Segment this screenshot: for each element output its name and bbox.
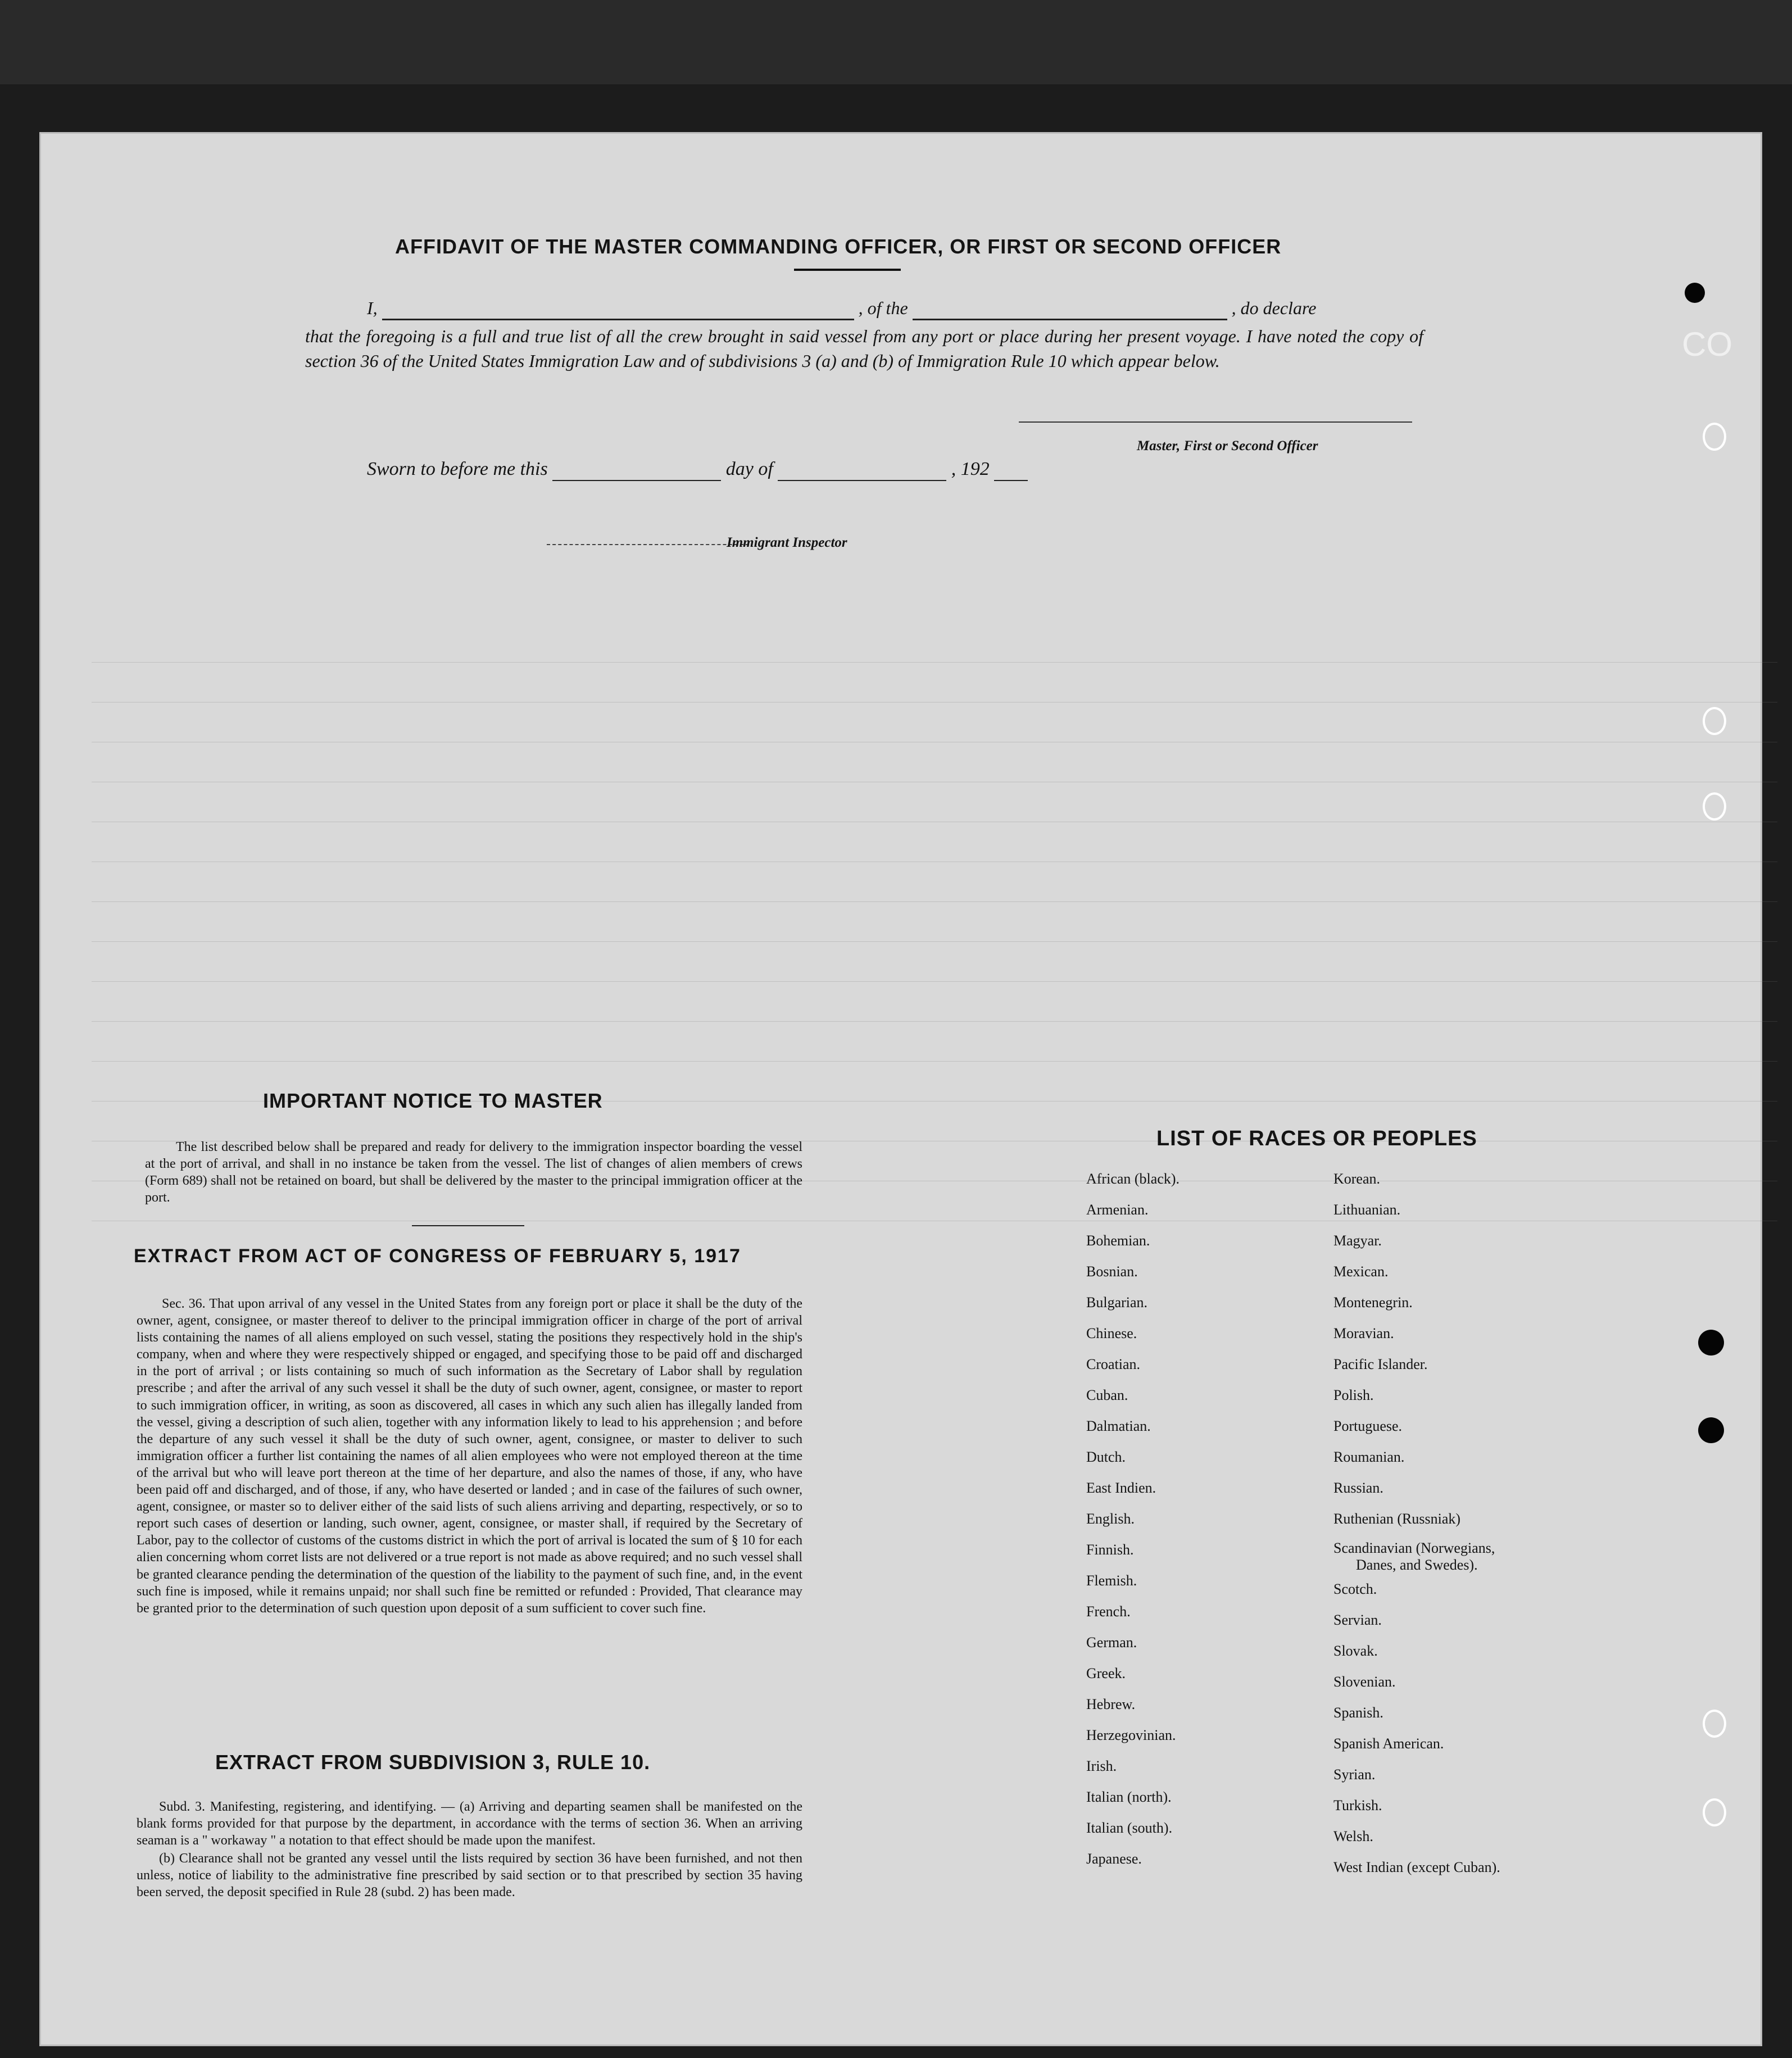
race-item: Italian (north). <box>1086 1789 1172 1805</box>
race-item: Welsh. <box>1333 1828 1373 1844</box>
race-item: Bulgarian. <box>1086 1294 1148 1311</box>
signature-caption: Master, First or Second Officer <box>1137 438 1318 454</box>
race-item: East Indien. <box>1086 1480 1156 1496</box>
race-item: Flemish. <box>1086 1572 1137 1589</box>
race-item: Korean. <box>1333 1171 1381 1187</box>
race-item: Scandinavian (Norwegians, <box>1333 1540 1495 1556</box>
name-blank <box>382 298 854 320</box>
race-item: Italian (south). <box>1086 1820 1173 1836</box>
vessel-blank <box>913 298 1227 320</box>
race-item: Servian. <box>1333 1612 1382 1628</box>
race-item: Dutch. <box>1086 1449 1126 1465</box>
sworn-label: Sworn to before me this <box>367 459 548 479</box>
race-item: Cuban. <box>1086 1387 1128 1403</box>
declaration-line <box>367 298 1435 320</box>
sworn-month-blank <box>778 459 946 481</box>
ink-blot <box>1685 283 1705 303</box>
day-of-label: day of <box>725 459 773 479</box>
race-item: Finnish. <box>1086 1542 1134 1558</box>
punch-hole <box>1703 423 1726 451</box>
scanner-top-strip <box>0 0 1792 84</box>
race-item: Irish. <box>1086 1758 1117 1774</box>
punch-hole <box>1703 707 1726 735</box>
punch-hole <box>1703 1798 1726 1826</box>
race-item: Bosnian. <box>1086 1263 1138 1280</box>
race-item: Magyar. <box>1333 1232 1382 1249</box>
document-sheet <box>39 132 1762 2046</box>
race-item: Scotch. <box>1333 1581 1377 1597</box>
race-item: Turkish. <box>1333 1797 1382 1814</box>
sworn-line <box>367 459 1154 481</box>
year-blank <box>994 459 1028 481</box>
punch-hole-dark <box>1698 1417 1724 1443</box>
notice-text: The list described below shall be prepared and ready for delivery to the immigration inspector boarding the vessel at the port of arrival, and shall in no instance be taken from the vessel. The list of changes of alien members of crews (Form 689) shall not be retained on board, but shall be delivered by the master to the principal immigration officer at the port. <box>145 1140 802 1205</box>
race-item: African (black). <box>1086 1171 1180 1187</box>
race-item: Japanese. <box>1086 1851 1142 1867</box>
act-extract-text: Sec. 36. That upon arrival of any vessel in the United States from any foreign port or place it shall be the duty of the owner, agent, consignee, or master thereof to deliver to the principal immigration officer in charge of the port of arrival lists containing the names of all aliens employed on such vessel, stating the positions they respectively hold in the ship's company, when and where they were respectively shipped or engaged, and specifying those to be paid off and discharged in the port of arrival ; or lists containing so much of such information as the Secretary of Labor shall by regulation prescribe ; and after the arrival of any such vessel it shall be the duty of such owner, agent, consignee, or master to report to such immigration officer, in writing, as soon as discovered, all cases in which any such alien has illegally landed from the vessel, giving a description of such alien, together with any information likely to lead to his apprehension ; and before the departure of any such vessel it shall be the duty of such owner, agent, consignee, or master to deliver to such immigration officer a further list containing the names of all alien employees who were not employed thereon at the time of the arrival but who will leave port thereon at the time of her departure, and also the names of those, if any, who have been paid off and discharged, and of those, if any, who have deserted or landed ; and in case of the failures of such owner, agent, consignee, or master so to deliver either of the said lists of such aliens arriving and departing, respectively, or so to report such cases of desertion or landing, such owner, agent, consignee, or master shall, if required by the Secretary of Labor, pay to the collector of customs of the customs district in which the port of arrival is located the sum of § 10 for each alien concerning whom corret lists are not delivered or a true report is not made as above required; and no such vessel shall be granted clearance pending the determination of the question of the liability to the payment of such fine, and, in the event such fine is imposed, while it remains unpaid; nor shall such fine be remitted or refunded : Provided, That clearance may be granted prior to the determination of such question upon deposit of a sum sufficient to cover such fine. <box>137 1297 802 1616</box>
punch-hole <box>1703 792 1726 821</box>
race-item: Russian. <box>1333 1480 1383 1496</box>
race-item: Syrian. <box>1333 1766 1376 1783</box>
race-item: Montenegrin. <box>1333 1294 1413 1311</box>
race-item: Spanish. <box>1333 1705 1383 1721</box>
race-item: Slovenian. <box>1333 1674 1396 1690</box>
race-item: Chinese. <box>1086 1325 1137 1341</box>
race-item: Dalmatian. <box>1086 1418 1151 1434</box>
race-item: Pacific Islander. <box>1333 1356 1428 1372</box>
race-item: Armenian. <box>1086 1202 1149 1218</box>
race-item: Croatian. <box>1086 1356 1141 1372</box>
race-item: Lithuanian. <box>1333 1202 1401 1218</box>
race-item: Mexican. <box>1333 1263 1389 1280</box>
race-item: Hebrew. <box>1086 1696 1136 1712</box>
race-item: West Indian (except Cuban). <box>1333 1859 1500 1875</box>
notice-rule <box>412 1225 524 1226</box>
race-item: Spanish American. <box>1333 1735 1444 1752</box>
act-extract-title: EXTRACT FROM ACT OF CONGRESS OF FEBRUARY 5, 1917 <box>134 1245 741 1267</box>
affidavit-title-rule <box>794 269 901 271</box>
race-item: Bohemian. <box>1086 1232 1150 1249</box>
race-item: Ruthenian (Russniak) <box>1333 1511 1461 1527</box>
race-item: Polish. <box>1333 1387 1374 1403</box>
race-item: Herzegovinian. <box>1086 1727 1176 1743</box>
rule-extract-para-b: (b) Clearance shall not be granted any vessel until the lists required by section 36 have been furnished, and not then unless, notice of liability to the administrative fine prescribed by said section or to that prescribed by section 35 having been served, the deposit specified in Rule 28 (subd. 2) has been made. <box>137 1851 802 1900</box>
inspector-line <box>547 544 749 545</box>
affidavit-body: that the foregoing is a full and true list of all the crew brought in said vessel from any port or place during her present voyage. I have noted the copy of section 36 of the United States Immigration Law and of subdivisions 3 (a) and (b) of Immigration Rule 10 which appear below. <box>305 326 1423 371</box>
race-item: English. <box>1086 1511 1135 1527</box>
rule-extract-para-a: Subd. 3. Manifesting, registering, and identifying. — (a) Arriving and departing seamen shall be manifested on the blank forms provided for that purpose by the department, in accordance with the terms of section 36. When an arriving seaman is a " workaway " a notation to that effect should be made upon the manifest. <box>137 1799 802 1848</box>
race-item: Roumanian. <box>1333 1449 1405 1465</box>
of-the-label: , of the <box>858 298 908 318</box>
race-item: Portuguese. <box>1333 1418 1403 1434</box>
races-right-column <box>1333 1163 1500 1883</box>
punch-hole-dark <box>1698 1330 1724 1356</box>
inspector-caption: Immigrant Inspector <box>727 535 847 550</box>
i-label: I, <box>367 298 378 318</box>
signature-line <box>1019 421 1412 423</box>
notice-title: IMPORTANT NOTICE TO MASTER <box>263 1089 603 1112</box>
margin-co-mark: CO <box>1682 325 1732 363</box>
race-item: Moravian. <box>1333 1325 1394 1341</box>
race-item: Slovak. <box>1333 1643 1378 1659</box>
do-declare-label: , do declare <box>1231 298 1317 318</box>
punch-hole <box>1703 1710 1726 1738</box>
affidavit-title: AFFIDAVIT OF THE MASTER COMMANDING OFFICER, OR FIRST OR SECOND OFFICER <box>395 235 1282 258</box>
races-title: LIST OF RACES OR PEOPLES <box>1156 1127 1477 1150</box>
race-item: Greek. <box>1086 1665 1126 1681</box>
race-item: French. <box>1086 1603 1131 1620</box>
sworn-day-blank <box>552 459 721 481</box>
races-left-column <box>1086 1163 1179 1874</box>
race-item: Danes, and Swedes). <box>1356 1557 1478 1573</box>
year-label: , 192 <box>951 459 990 479</box>
rule-extract-title: EXTRACT FROM SUBDIVISION 3, RULE 10. <box>215 1751 651 1774</box>
race-item: German. <box>1086 1634 1137 1651</box>
